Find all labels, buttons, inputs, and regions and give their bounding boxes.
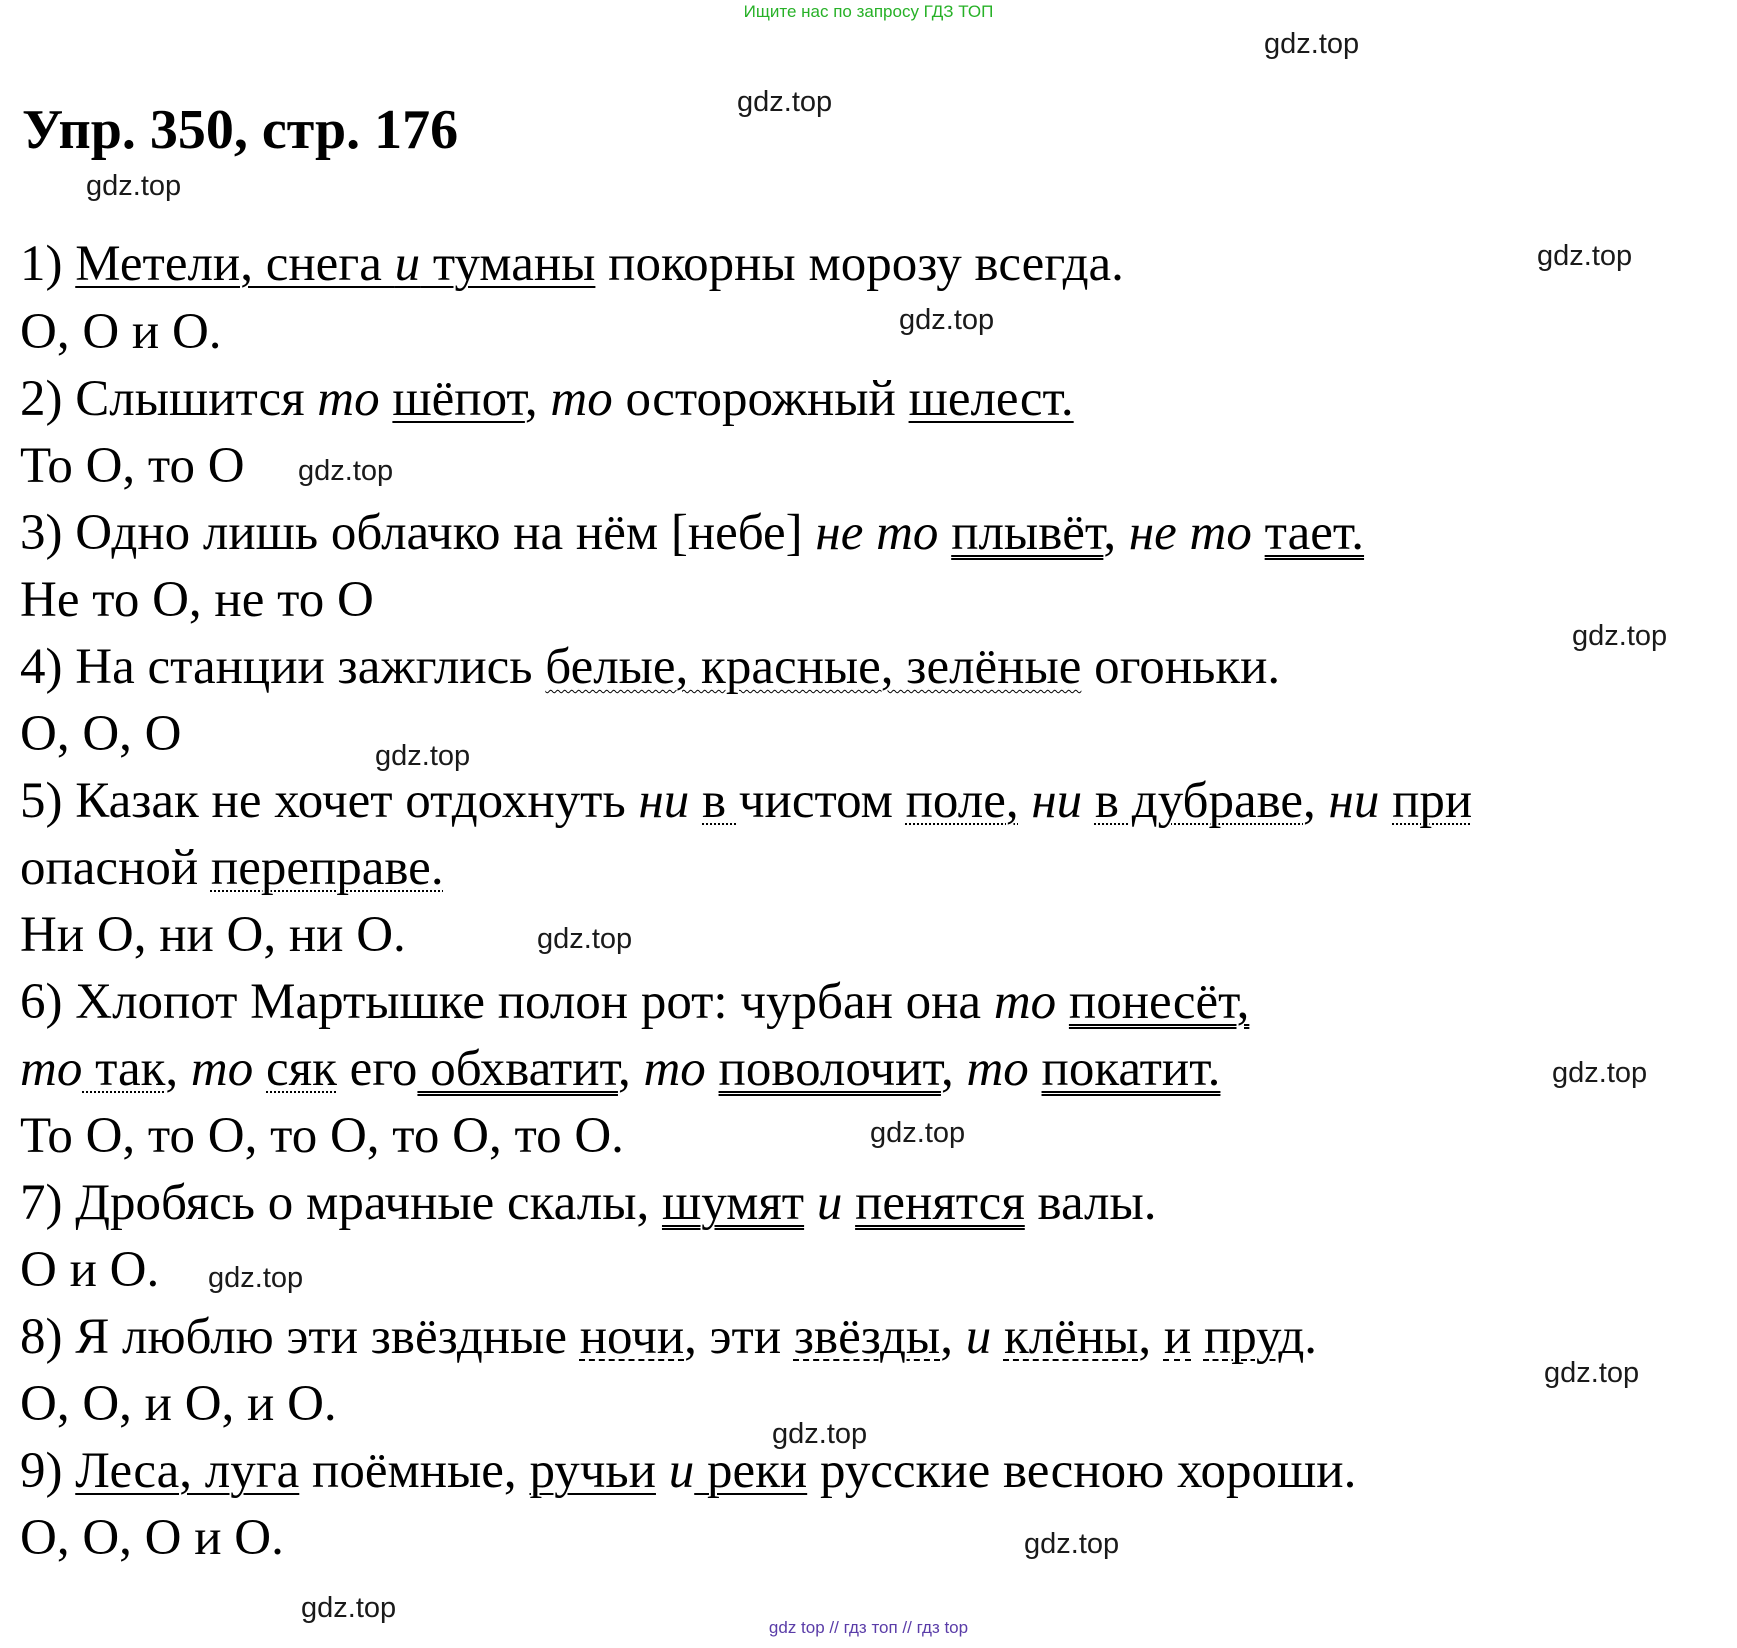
punctuation: , <box>617 1041 644 1097</box>
conjunction: и <box>965 1309 992 1365</box>
underlined-predicate: пенятся <box>855 1175 1025 1231</box>
sentence-text: валы. <box>1024 1175 1157 1231</box>
conjunction: то <box>643 1041 706 1097</box>
sentence-text: 7) Дробясь о мрачные скалы, <box>20 1175 662 1231</box>
watermark: gdz.top <box>375 740 471 772</box>
sentence-3 <box>20 503 1364 563</box>
conjunction: ни <box>1031 773 1083 829</box>
watermark: gdz.top <box>298 455 394 487</box>
sentence-text: поёмные, <box>299 1443 530 1499</box>
scheme-5: Ни О, ни О, ни О. <box>20 907 406 963</box>
space <box>991 1309 1004 1365</box>
underlined-subject: Леса, луга <box>75 1443 300 1499</box>
sentence-text: , эти <box>684 1309 794 1365</box>
sentence-text: чистом <box>738 773 906 829</box>
underlined-subject: шёпот <box>392 371 525 427</box>
watermark: gdz.top <box>86 170 182 202</box>
punctuation: , <box>1138 1309 1164 1365</box>
watermark: gdz.top <box>537 923 633 955</box>
sentence-5-continued <box>20 838 444 898</box>
underlined-predicate: обхватит <box>417 1041 618 1097</box>
underlined-adverbial: сяк <box>266 1041 337 1097</box>
watermark: gdz.top <box>1024 1528 1120 1560</box>
space <box>1056 974 1069 1030</box>
space <box>656 1443 669 1499</box>
underlined-adverbial: поле, <box>905 773 1019 829</box>
top-banner: Ищите нас по запросу ГДЗ ТОП <box>743 2 994 21</box>
watermark: gdz.top <box>737 86 833 118</box>
sentence-text: покорны морозу всегда. <box>595 236 1124 292</box>
scheme-4: О, О, О <box>20 706 182 762</box>
space <box>1191 1309 1204 1365</box>
space <box>1019 773 1032 829</box>
sentence-text: огоньки. <box>1081 639 1281 695</box>
sentence-9 <box>20 1441 1356 1501</box>
watermark: gdz.top <box>301 1592 397 1624</box>
watermark: gdz.top <box>1264 28 1360 60</box>
punctuation: , <box>165 1041 191 1097</box>
conjunction: то <box>190 1041 254 1097</box>
conjunction: и <box>816 1175 843 1231</box>
sentence-number: 9) <box>20 1443 76 1499</box>
scheme-3: Не то О, не то О <box>20 572 374 628</box>
conjunction: не то <box>1128 505 1252 561</box>
sentence-1 <box>20 234 1124 294</box>
underlined-predicate: плывёт <box>951 505 1104 561</box>
conjunction: и <box>1163 1309 1192 1365</box>
underlined-subject: реки <box>694 1443 808 1499</box>
underlined-adverbial: так <box>82 1041 166 1097</box>
punctuation: , <box>940 1041 967 1097</box>
underlined-predicate: шумят <box>661 1175 805 1231</box>
space <box>689 773 702 829</box>
watermark: gdz.top <box>1572 620 1668 652</box>
scheme-6: То О, то О, то О, то О, то О. <box>20 1108 624 1164</box>
space <box>253 1041 266 1097</box>
scheme-1: О, О и О. <box>20 304 222 360</box>
sentence-4 <box>20 637 1280 697</box>
sentence-6-continued <box>20 1039 1220 1099</box>
punctuation: , <box>1303 773 1329 829</box>
underlined-object: звёзды <box>793 1309 941 1365</box>
conjunction: и <box>394 236 421 292</box>
underlined-object: ночи <box>579 1309 685 1365</box>
punctuation: . <box>1304 1309 1318 1365</box>
underlined-predicate: тает. <box>1264 505 1365 561</box>
conjunction: ни <box>638 773 690 829</box>
conjunction: то <box>317 371 380 427</box>
sentence-2 <box>20 369 1074 429</box>
punctuation: , <box>1103 505 1129 561</box>
conjunction: то <box>993 974 1057 1030</box>
underlined-adverbial: в дубраве <box>1094 773 1304 829</box>
space <box>706 1041 719 1097</box>
space <box>1379 773 1392 829</box>
space <box>1082 773 1095 829</box>
sentence-text: его <box>336 1041 418 1097</box>
underlined-adverbial: в <box>702 773 739 829</box>
space <box>1252 505 1265 561</box>
underlined-subject: шелест. <box>908 371 1074 427</box>
sentence-text: опасной <box>20 840 211 896</box>
conjunction: ни <box>1328 773 1380 829</box>
sentence-5 <box>20 771 1472 831</box>
sentence-text: 4) На станции зажглись <box>20 639 546 695</box>
watermark: gdz.top <box>772 1418 868 1450</box>
underlined-predicate: покатит. <box>1041 1041 1221 1097</box>
scheme-7: О и О. <box>20 1242 160 1298</box>
space <box>842 1175 855 1231</box>
sentence-text: русские весною хороши. <box>807 1443 1357 1499</box>
watermark: gdz.top <box>1552 1057 1648 1089</box>
underlined-object: клёны <box>1003 1309 1139 1365</box>
scheme-8: О, О, и О, и О. <box>20 1376 337 1432</box>
sentence-text: осторожный <box>612 371 909 427</box>
scheme-2: То О, то О <box>20 438 245 494</box>
watermark: gdz.top <box>899 304 995 336</box>
watermark: gdz.top <box>208 1262 304 1294</box>
underlined-adverbial: переправе. <box>210 840 444 896</box>
sentence-text: 5) Казак не хочет отдохнуть <box>20 773 639 829</box>
underlined-subject: туманы <box>420 236 596 292</box>
conjunction: и <box>668 1443 695 1499</box>
sentence-text: 2) Слышится <box>20 371 318 427</box>
scheme-9: О, О, О и О. <box>20 1510 284 1566</box>
punctuation: , <box>940 1309 966 1365</box>
punctuation: , <box>524 371 551 427</box>
watermark: gdz.top <box>870 1117 966 1149</box>
sentence-text: 8) Я люблю эти звёздные <box>20 1309 580 1365</box>
page-title: Упр. 350, стр. 176 <box>22 99 459 161</box>
sentence-6 <box>20 972 1249 1032</box>
sentence-text: 6) Хлопот Мартышке полон рот: чурбан она <box>20 974 994 1030</box>
conjunction: не то <box>815 505 939 561</box>
conjunction: то <box>20 1041 83 1097</box>
conjunction: то <box>966 1041 1029 1097</box>
space <box>938 505 951 561</box>
underlined-subject: ручьи <box>529 1443 656 1499</box>
space <box>1029 1041 1042 1097</box>
space <box>380 371 393 427</box>
conjunction: то <box>550 371 613 427</box>
underlined-predicate: поволочит <box>718 1041 941 1097</box>
sentence-text: 3) Одно лишь облачко на нём [небе] <box>20 505 816 561</box>
underlined-predicate: понесёт, <box>1068 974 1250 1030</box>
underlined-subject: Метели, снега <box>75 236 395 292</box>
space <box>804 1175 817 1231</box>
underlined-adverbial: при <box>1392 773 1473 829</box>
sentence-number: 1) <box>20 236 76 292</box>
watermark: gdz.top <box>1537 240 1633 272</box>
sentence-8 <box>20 1307 1317 1367</box>
bottom-banner: gdz top // гдз топ // гдз top <box>768 1618 969 1637</box>
underlined-object: пруд <box>1203 1309 1305 1365</box>
sentence-7 <box>20 1173 1157 1233</box>
underlined-attribute: белые, красные, зелёные <box>545 639 1082 695</box>
watermark: gdz.top <box>1544 1357 1640 1389</box>
